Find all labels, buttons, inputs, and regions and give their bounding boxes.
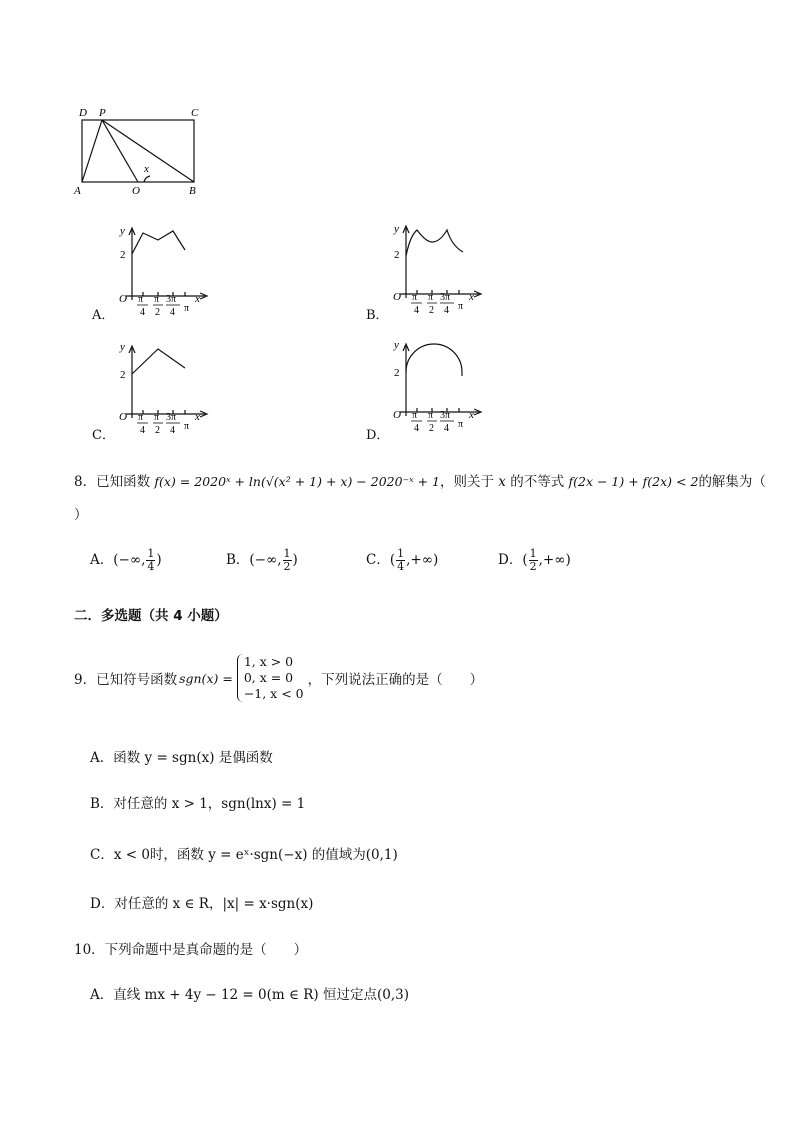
q9-option-b: B．对任意的 x > 1，sgn(lnx) = 1 bbox=[90, 796, 306, 812]
graph-b-x: x bbox=[469, 291, 474, 303]
q9-cases bbox=[237, 654, 304, 702]
label-angle-x: x bbox=[144, 163, 149, 175]
q9-option-c: C．x < 0时，函数 y = eˣ·sgn(−x) 的值域为(0,1) bbox=[90, 847, 398, 863]
graph-d-t4: π bbox=[458, 419, 464, 430]
label-b: B bbox=[189, 185, 196, 197]
q9-lead: 9．已知符号函数 bbox=[74, 672, 178, 688]
q8-inequality: f(2x − 1) + f(2x) < 2 bbox=[568, 474, 699, 489]
q9-case-1: 1, x > 0 bbox=[243, 654, 294, 669]
graph-b-t3: 3π bbox=[440, 292, 451, 303]
graph-b-t2: π bbox=[428, 292, 434, 303]
q8-c-den: 4 bbox=[397, 560, 405, 573]
section-2-heading: 二．多选题（共 4 小题） bbox=[74, 608, 228, 624]
graph-b-d1: 4 bbox=[414, 305, 419, 316]
q9-case-2: 0, x = 0 bbox=[243, 670, 294, 685]
graph-d-d1: 4 bbox=[414, 423, 419, 434]
graph-c-t3: 3π bbox=[166, 412, 177, 423]
q8-mid: ，则关于 bbox=[439, 474, 494, 490]
q8-c-frac bbox=[396, 548, 405, 573]
q8-var: x bbox=[498, 474, 506, 490]
label-a: A bbox=[74, 185, 81, 197]
q8-b-num: 1 bbox=[283, 547, 291, 560]
graph-d-ytick: 2 bbox=[394, 367, 400, 379]
q8-option-c bbox=[366, 548, 438, 573]
graph-d-d2: 2 bbox=[429, 423, 434, 434]
graph-c-t1: π bbox=[138, 412, 144, 423]
graph-d-t2: π bbox=[428, 410, 434, 421]
graph-a-d2: 2 bbox=[155, 307, 160, 318]
q8-lead: 8．已知函数 bbox=[74, 474, 151, 490]
q8-close: ） bbox=[74, 507, 88, 523]
q8-option-a bbox=[90, 548, 162, 573]
q9-option-d: D．对任意的 x ∈ R，|x| = x·sgn(x) bbox=[90, 896, 314, 912]
graph-a-x: x bbox=[195, 293, 200, 305]
graph-c-origin: O bbox=[119, 411, 127, 423]
graph-b-ytick: 2 bbox=[394, 249, 400, 261]
label-d: D bbox=[79, 107, 87, 119]
q8-mid2: 的不等式 bbox=[510, 474, 565, 490]
graph-b bbox=[386, 216, 486, 316]
graph-d-origin: O bbox=[393, 409, 401, 421]
graph-c-t4: π bbox=[184, 421, 190, 432]
q9-tail: ，下列说法正确的是（ ） bbox=[307, 672, 484, 688]
q8-a-num: 1 bbox=[147, 547, 155, 560]
option-a-label: A． bbox=[92, 308, 115, 323]
graph-a-origin: O bbox=[119, 293, 127, 305]
q8-d-num: 1 bbox=[529, 547, 537, 560]
graph-c-d1: 4 bbox=[140, 425, 145, 436]
question-8 bbox=[74, 470, 766, 490]
graph-a-d3: 4 bbox=[170, 307, 175, 318]
graph-c-y: y bbox=[120, 341, 125, 353]
graph-d-d3: 4 bbox=[444, 423, 449, 434]
graph-c-x: x bbox=[195, 411, 200, 423]
graph-c-d3: 4 bbox=[170, 425, 175, 436]
q8-d-post: ,+∞) bbox=[538, 552, 571, 568]
graph-a-d1: 4 bbox=[140, 307, 145, 318]
graph-c-ytick: 2 bbox=[120, 369, 126, 381]
q8-b-den: 2 bbox=[283, 560, 291, 573]
q8-option-d bbox=[498, 548, 571, 573]
q9-option-a: A．函数 y = sgn(x) 是偶函数 bbox=[90, 750, 273, 766]
option-c-label: C． bbox=[92, 428, 115, 443]
q8-option-b bbox=[226, 548, 298, 573]
graph-a-t3: 3π bbox=[166, 294, 177, 305]
q8-b-pre: −∞, bbox=[254, 552, 282, 568]
graph-c-t2: π bbox=[154, 412, 160, 423]
q8-a-post: ) bbox=[156, 552, 162, 568]
q8-a-frac bbox=[146, 548, 155, 573]
question-10: 10．下列命题中是真命题的是（ ） bbox=[74, 942, 308, 958]
option-b-label: B． bbox=[366, 308, 389, 323]
graph-b-t1: π bbox=[412, 292, 418, 303]
q8-c-label: C．( bbox=[366, 552, 396, 568]
graph-d-t1: π bbox=[412, 410, 418, 421]
q8-b-label: B．( bbox=[226, 552, 255, 568]
q8-d-label: D．( bbox=[498, 552, 528, 568]
q8-b-frac bbox=[283, 548, 292, 573]
graph-b-origin: O bbox=[393, 291, 401, 303]
q8-d-frac bbox=[529, 548, 538, 573]
q8-b-post: ) bbox=[292, 552, 298, 568]
graph-a-t4: π bbox=[184, 303, 190, 314]
q8-a-pre: −∞, bbox=[118, 552, 146, 568]
label-p: P bbox=[99, 107, 106, 119]
graph-b-y: y bbox=[394, 223, 399, 235]
q8-a-den: 4 bbox=[147, 560, 155, 573]
graph-d bbox=[386, 334, 486, 434]
graph-b-d3: 4 bbox=[444, 305, 449, 316]
graph-c bbox=[112, 336, 212, 436]
graph-d-x: x bbox=[469, 409, 474, 421]
q9-func: sgn(x) = bbox=[179, 670, 233, 686]
q8-c-post: ,+∞) bbox=[406, 552, 439, 568]
graph-b-t4: π bbox=[458, 301, 464, 312]
q8-d-den: 2 bbox=[529, 560, 537, 573]
q10-option-a: A．直线 mx + 4y − 12 = 0(m ∈ R) 恒过定点(0,3) bbox=[90, 987, 409, 1003]
graph-a-t2: π bbox=[154, 294, 160, 305]
q8-tail: 的解集为（ bbox=[698, 474, 766, 490]
question-9 bbox=[74, 654, 483, 702]
option-d-label: D． bbox=[366, 428, 390, 443]
label-c: C bbox=[191, 107, 199, 119]
label-o: O bbox=[132, 185, 140, 197]
graph-a-t1: π bbox=[138, 294, 144, 305]
q8-function: f(x) = 2020ˣ + ln(√(x² + 1) + x) − 2020⁻ˣ + 1 bbox=[154, 474, 440, 489]
graph-a-ytick: 2 bbox=[120, 249, 126, 261]
rectangle-figure bbox=[70, 100, 220, 200]
graph-d-y: y bbox=[394, 339, 399, 351]
q8-a-label: A．( bbox=[90, 552, 119, 568]
graph-a-y: y bbox=[120, 225, 125, 237]
graph-b-d2: 2 bbox=[429, 305, 434, 316]
q9-case-3: −1, x < 0 bbox=[243, 686, 304, 701]
graph-c-d2: 2 bbox=[155, 425, 160, 436]
graph-d-t3: 3π bbox=[440, 410, 451, 421]
graph-a bbox=[112, 218, 212, 318]
q8-c-num: 1 bbox=[397, 547, 405, 560]
